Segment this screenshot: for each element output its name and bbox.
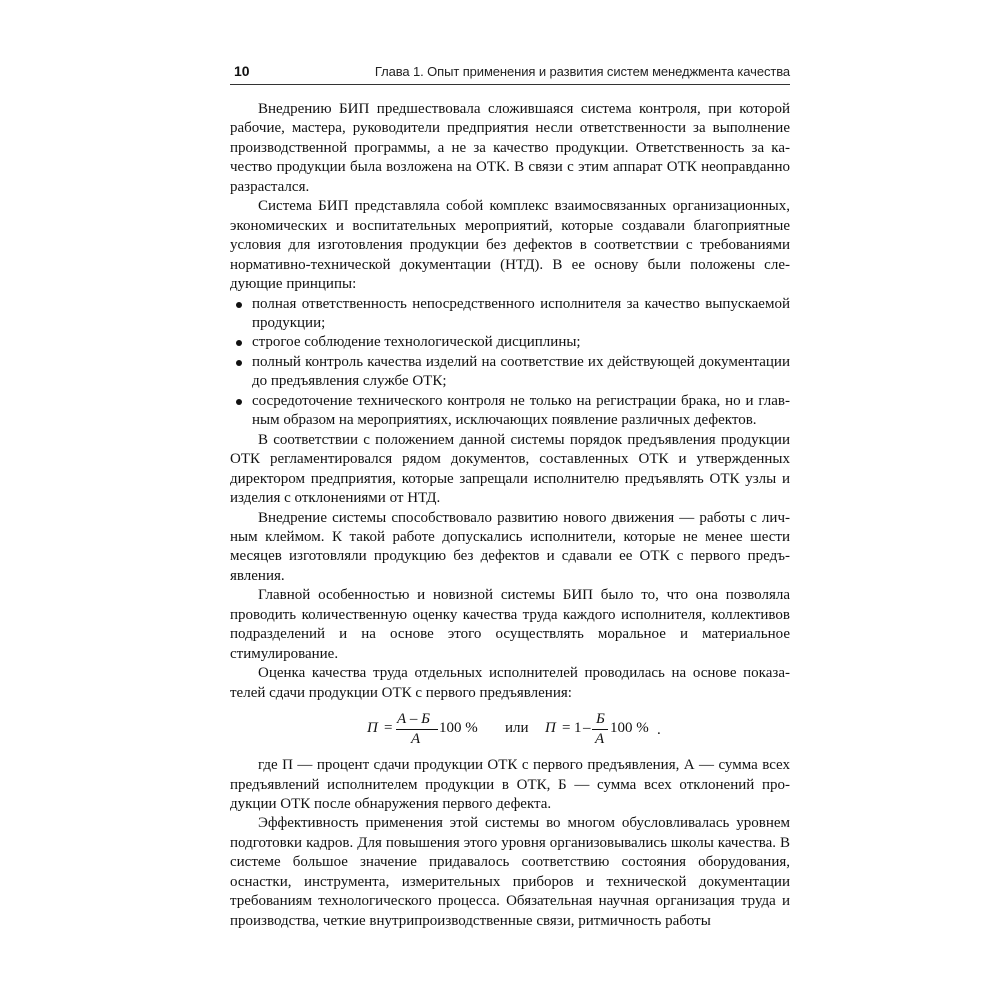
formula-lhs: П	[545, 720, 556, 737]
list-item-text: строгое соблюдение технологической дисциплины;	[252, 334, 581, 351]
formula-numerator: А – Б	[397, 711, 431, 728]
formula-lhs: П	[367, 720, 378, 737]
formula	[230, 703, 790, 756]
principles-list	[230, 295, 790, 431]
bullet-icon	[236, 360, 242, 366]
formula-minus: –	[583, 720, 591, 737]
formula-one: 1	[574, 720, 582, 737]
paragraph: Внедрение системы способствовало развитию нового движения — работы с личным клеймом. К такой работе допускались исполнители, которые не менее шести месяцев изготовляли продукцию без дефектов и сдавали ее ОТК с первого предъявления.	[230, 509, 790, 584]
formula-denominator: А	[411, 731, 421, 748]
formula-numerator: Б	[596, 711, 605, 728]
formula-percent: 100 %	[610, 720, 649, 737]
formula-percent: 100 %	[439, 720, 478, 737]
formula-connector: или	[505, 720, 529, 737]
paragraph: Система БИП представляла собой комплекс взаимосвязанных организационных, экономических и воспитательных мероприятий, которые создавали благоприятные условия для изготовления продукции без дефектов в соответствии с требованиями нормативно-технической документации (НТД). В ее основу были положены следующие принципы:	[230, 198, 790, 293]
list-item	[230, 295, 790, 334]
running-header	[230, 62, 790, 86]
formula-period: .	[657, 722, 661, 739]
list-item-text: сосредоточение технического контроля не только на регистрации брака, но и главным образом на мероприятиях, исключающих появление различных дефектов.	[252, 392, 790, 429]
list-item	[230, 353, 790, 392]
paragraph: где П — процент сдачи продукции ОТК с первого предъявления, А — сумма всех предъявлений исполнителем продукции в ОТК, Б — сумма всех отклонений продукции ОТК после обнаружения первого дефекта.	[230, 757, 790, 812]
body-text	[230, 100, 790, 931]
paragraph: Главной особенностью и новизной системы БИП было то, что она позволяла проводить количественную оценку качества труда каждого исполнителя, коллективов подразделений и на основе этого осуществлять моральное и материальное стимулирование.	[230, 587, 790, 662]
bullet-icon	[236, 340, 242, 346]
page-number: 10	[234, 63, 250, 79]
list-item	[230, 392, 790, 431]
formula-equals: =	[384, 720, 393, 737]
chapter-title: Глава 1. Опыт применения и развития систем менеджмента качества	[374, 64, 790, 79]
paragraph: Эффективность применения этой системы во многом обусловливалась уровнем подготовки кадров. Для повышения этого уровня организовывались школы качества. В системе большое значение придавалось соответствию состояния оборудования, оснастки, инструмента, измерительных приборов и технической документации требованиям технологического процесса. Обязательная научная организация труда и производства, четкие внутрипроизводственные связи, ритмичность работы	[230, 815, 790, 929]
paragraph: Внедрению БИП предшествовала сложившаяся система контроля, при которой рабочие, мастера, руководители предприятия несли ответственности за выполнение производственной программы, а не за качество продукции. Ответственность за качество продукции была возложена на ОТК. В связи с этим аппарат ОТК неоправданно разрастался.	[230, 101, 790, 195]
paragraph: Оценка качества труда отдельных исполнителей проводилась на основе показателей сдачи продукции ОТК с первого предъявления:	[230, 665, 790, 701]
paragraph: В соответствии с положением данной системы порядок предъявления продукции ОТК регламентировался рядом документов, составленных ОТК и утвержденных директором предприятия, которые запрещали исполнителю предъявлять ОТК узлы и изделия с отклонениями от НТД.	[230, 431, 790, 507]
list-item-text: полный контроль качества изделий на соответствие их действующей документации до предъявления службе ОТК;	[252, 353, 790, 390]
bullet-icon	[236, 399, 242, 405]
formula-equals: =	[562, 720, 571, 737]
formula-denominator: А	[595, 731, 605, 748]
list-item	[230, 333, 790, 352]
header-rule	[230, 84, 790, 85]
list-item-text: полная ответственность непосредственного исполнителя за качество выпускаемой продукции;	[252, 295, 790, 331]
bullet-icon	[236, 302, 242, 308]
